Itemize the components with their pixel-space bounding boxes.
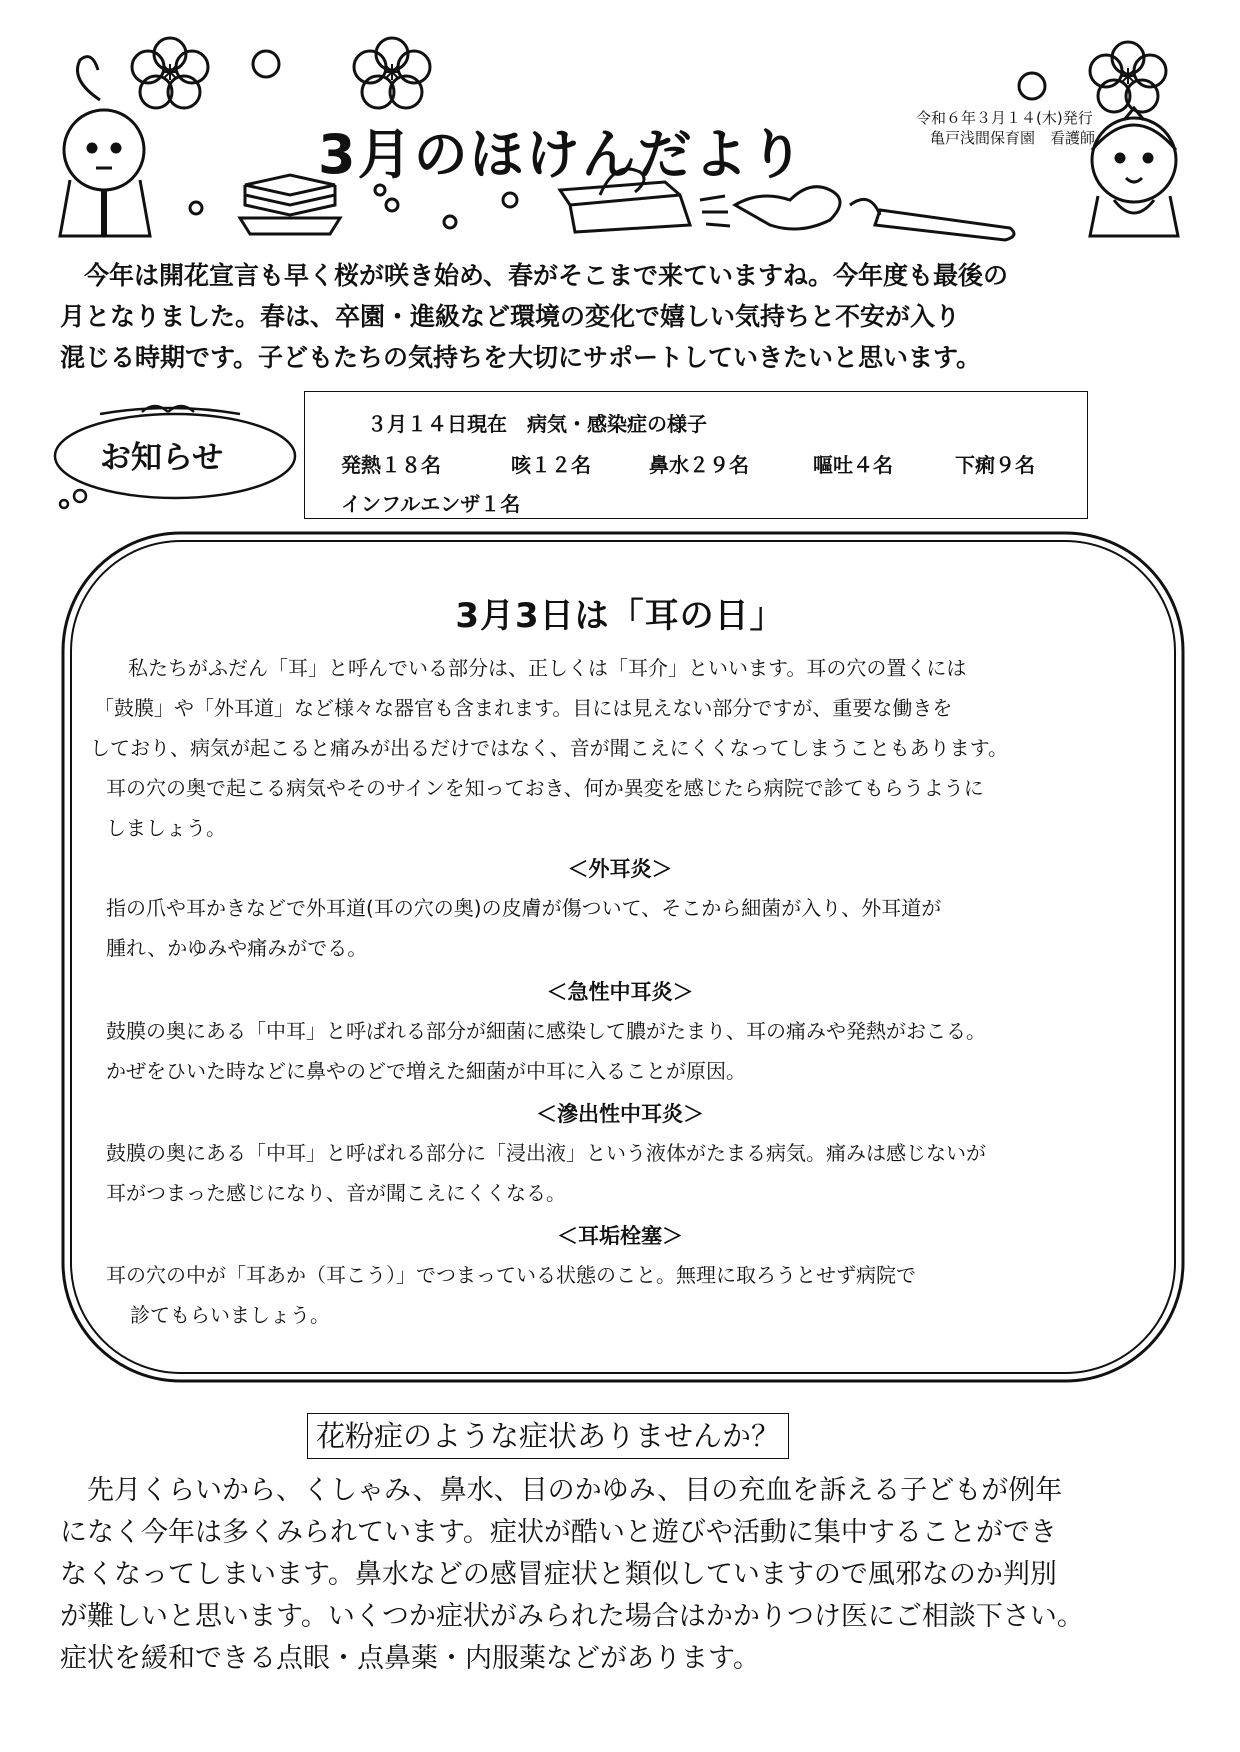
page-title: 3月のほけんだより xyxy=(318,123,806,186)
section-line: 鼓膜の奥にある「中耳」と呼ばれる部分が細菌に感染して膿がたまり、耳の痛みや発熱がおこる。 xyxy=(106,1019,986,1043)
section-line: 診てもらいましょう。 xyxy=(130,1303,330,1327)
ear-intro-line: しており、病気が起こると痛みが出るだけではなく、音が聞こえにくくなってしまうこともあります。 xyxy=(90,736,1008,760)
section-heading-earwax-impaction: ＜耳垢栓塞＞ xyxy=(557,1224,683,1248)
hay-fever-line: が難しいと思います。いくつか症状がみられた場合はかかりつけ医にご相談下さい。 xyxy=(60,1601,1084,1632)
section-line: 腫れ、かゆみや痛みがでる。 xyxy=(106,936,368,960)
section-heading-otitis-media-effusion: ＜滲出性中耳炎＞ xyxy=(536,1102,704,1126)
bud-icon xyxy=(1019,73,1045,99)
plum-blossom-icon xyxy=(354,38,430,108)
ohina-doll-icon xyxy=(1090,108,1178,236)
issue-info xyxy=(916,108,1095,148)
section-line: 指の爪や耳かきなどで外耳道(耳の穴の奥)の皮膚が傷ついて、そこから細菌が入り、外耳道が xyxy=(106,896,942,920)
status-item-vomiting: 嘔吐４名 xyxy=(813,453,893,477)
hay-fever-line: 先月くらいから、くしゃみ、鼻水、目のかゆみ、目の充血を訴える子どもが例年 xyxy=(87,1475,1063,1506)
section-line: 耳がつまった感じになり、音が聞こえにくくなる。 xyxy=(106,1181,566,1205)
intro-line: 月となりました。春は、卒園・進級など環境の変化で嬉しい気持ちと不安が入り xyxy=(60,302,961,331)
hay-fever-text xyxy=(60,1470,1190,1680)
section-line: 鼓膜の奥にある「中耳」と呼ばれる部分に「浸出液」という液体がたまる病気。痛みは感じないが xyxy=(106,1141,986,1165)
ear-day-title: 3月3日は「耳の日」 xyxy=(455,596,785,636)
section-heading-otitis-externa: ＜外耳炎＞ xyxy=(567,857,673,881)
section-line: 耳の穴の中が「耳あか（耳こう）」でつまっている状態のこと。無理に取ろうとせず病院で xyxy=(106,1263,916,1287)
illness-status-box xyxy=(304,391,1088,519)
ear-intro-line: 私たちがふだん「耳」と呼んでいる部分は、正しくは「耳介」といいます。耳の穴の置くには xyxy=(128,656,967,680)
hay-fever-line: になく今年は多くみられています。症状が酷いと遊びや活動に集中することができ xyxy=(60,1517,1057,1548)
status-item-cough: 咳１２名 xyxy=(511,453,591,477)
plum-blossom-icon xyxy=(132,38,208,108)
ear-intro-line: 「鼓膜」や「外耳道」など様々な器官も含まれます。目には見えない部分ですが、重要な働きを xyxy=(94,696,953,720)
section-heading-acute-otitis-media: ＜急性中耳炎＞ xyxy=(546,980,694,1004)
status-title: ３月１４日現在 病気・感染症の様子 xyxy=(367,412,707,436)
plum-blossom-icon xyxy=(1090,42,1166,112)
issue-date: 令和６年３月１４(木)発行 xyxy=(915,109,1093,127)
status-item-runny-nose: 鼻水２９名 xyxy=(649,453,749,477)
hay-fever-line: なくなってしまいます。鼻水などの感冒症状と類似していますので風邪なのか判別 xyxy=(60,1559,1057,1590)
intro-line: 混じる時期です。子どもたちの気持ちを大切にサポートしていきたいと思います。 xyxy=(60,343,982,372)
section-line: かぜをひいた時などに鼻やのどで増えた細菌が中耳に入ることが原因。 xyxy=(106,1059,746,1083)
status-item-influenza: インフルエンザ１名 xyxy=(341,492,521,516)
intro-text xyxy=(60,255,1190,378)
hay-fever-line: 症状を緩和できる点眼・点鼻薬・内服薬などがあります。 xyxy=(60,1643,760,1674)
bud-icon xyxy=(253,51,279,77)
hay-fever-title: 花粉症のような症状ありませんか？ xyxy=(307,1413,789,1459)
sneeze-icon xyxy=(700,187,1014,240)
odairi-doll-icon xyxy=(60,57,150,236)
notice-label: お知らせ xyxy=(100,440,224,476)
intro-line: 今年は開花宣言も早く桜が咲き始め、春がそこまで来ていますね。今年度も最後の xyxy=(84,261,1009,290)
ear-intro-line: しましょう。 xyxy=(106,816,226,840)
issuer: 亀戸浅間保育園 看護師 xyxy=(929,129,1095,147)
status-item-diarrhea: 下痢９名 xyxy=(955,453,1035,477)
status-item-fever: 発熱１８名 xyxy=(341,453,441,477)
ear-intro-line: 耳の穴の奥で起こる病気やそのサインを知っておき、何か異変を感じたら病院で診てもらうように xyxy=(106,776,984,800)
